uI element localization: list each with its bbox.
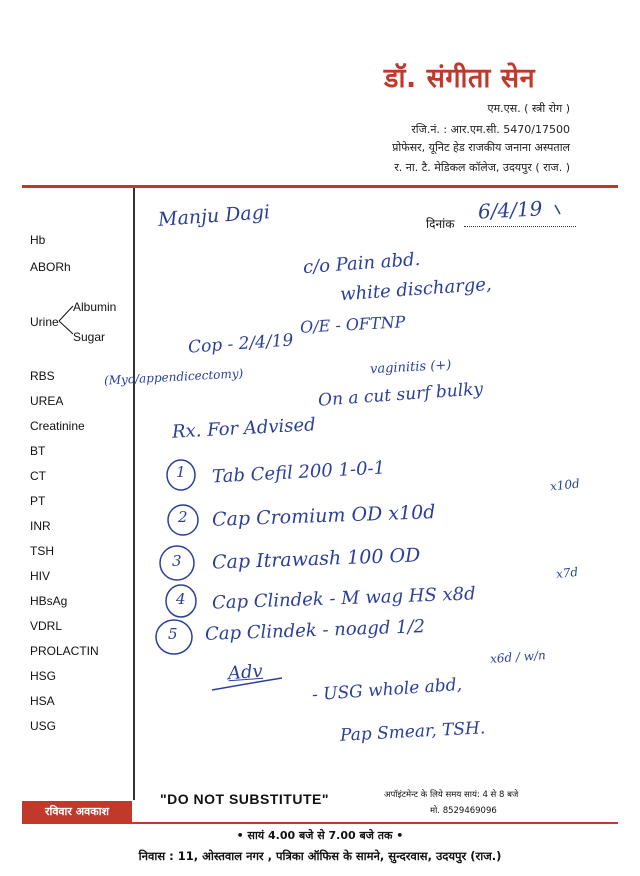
examination-note: O/E - OFTNP — [299, 312, 406, 337]
do-not-substitute: "DO NOT SUBSTITUTE" — [160, 791, 329, 807]
footer-divider — [22, 822, 618, 824]
medicine-5-duration: x6d / w/n — [489, 648, 547, 666]
prescription-date: 6/4/19 — [477, 196, 543, 224]
complaint-line-2: white discharge, — [339, 273, 493, 306]
medicine-4: Cap Clindek - M wag HS x8d — [211, 583, 476, 614]
college: र. ना. टै. मेडिकल कॉलेज, उदयपुर ( राज. ) — [394, 161, 570, 174]
phone-number: मो. 8529469096 — [430, 806, 497, 816]
medicine-2: Cap Cromium OD x10d — [211, 501, 436, 531]
patient-name: Manju Dagi — [157, 201, 271, 231]
lab-inr: INR — [30, 519, 51, 533]
registration-number: रजि.नं. : आर.एम.सी. 5470/17500 — [411, 123, 570, 136]
date-line — [464, 226, 576, 227]
lab-tsh: TSH — [30, 544, 54, 558]
advice-heading: Adv — [227, 660, 264, 685]
history-note: (Myo/appendicectomy) — [103, 366, 244, 388]
lab-urea: UREA — [30, 394, 64, 408]
medicine-1-duration: x10d — [549, 476, 581, 494]
item-number-3: 3 — [172, 552, 182, 570]
advice-line-1: - USG whole abd, — [311, 674, 463, 706]
surgery-date-note: Cop - 2/4/19 — [187, 330, 294, 358]
date-tick-icon — [555, 205, 560, 214]
lab-aborh: ABORh — [30, 260, 71, 274]
item-number-4: 4 — [176, 590, 186, 608]
lab-hsg: HSG — [30, 669, 57, 683]
lab-hiv: HIV — [30, 569, 51, 583]
lab-urine: Urine — [30, 315, 59, 329]
lab-column-divider — [133, 188, 135, 800]
date-label: दिनांक — [426, 217, 455, 231]
appointment-time: अपॉइंटमेन्ट के लिये समय सायं: 4 से 8 बजे — [384, 790, 519, 800]
clinic-timing: • सायं 4.00 बजे से 7.00 बजे तक • — [236, 829, 404, 842]
lab-prolactin: PROLACTIN — [30, 644, 99, 658]
sunday-closed-badge: रविवार अवकाश — [22, 801, 132, 822]
medicine-5: Cap Clindek - noagd 1/2 — [204, 616, 426, 645]
lab-hb: Hb — [30, 233, 46, 247]
header-divider — [22, 185, 618, 188]
lab-bt: BT — [30, 444, 46, 458]
medicine-3-duration: x7d — [555, 564, 579, 582]
designation: प्रोफेसर, यूनिट हेड राजकीय जनाना अस्पताल — [392, 141, 570, 154]
item-number-2: 2 — [178, 508, 188, 526]
rx-heading: Rx. For Advised — [171, 414, 317, 443]
lab-rbs: RBS — [30, 369, 55, 383]
qualification: एम.एस. ( स्त्री रोग ) — [487, 102, 570, 115]
lab-usg: USG — [30, 719, 57, 733]
lab-creatinine: Creatinine — [30, 419, 85, 433]
lab-albumin: Albumin — [73, 300, 117, 314]
item-number-1: 1 — [176, 463, 186, 481]
medicine-1: Tab Cefil 200 1-0-1 — [211, 457, 386, 488]
lab-ct: CT — [30, 469, 46, 483]
lab-pt: PT — [30, 494, 46, 508]
complaint-line-1: c/o Pain abd. — [302, 248, 421, 279]
lab-hbsag: HBsAg — [30, 594, 68, 608]
finding-note: On a cut surf bulky — [317, 379, 484, 411]
vaginitis-note: vaginitis (+) — [369, 357, 452, 378]
medicine-3: Cap Itrawash 100 OD — [211, 544, 421, 574]
lab-sugar: Sugar — [73, 330, 106, 344]
doctor-name: डॉ. संगीता सेन — [384, 63, 536, 94]
lab-hsa: HSA — [30, 694, 55, 708]
item-number-5: 5 — [168, 625, 178, 643]
advice-line-2: Pap Smear, TSH. — [339, 718, 486, 746]
clinic-address: निवास : 11, ओस्तवाल नगर , पत्रिका ऑफिस के सामने, सुन्दरवास, उदयपुर (राज.) — [138, 849, 502, 863]
lab-vdrl: VDRL — [30, 619, 63, 633]
